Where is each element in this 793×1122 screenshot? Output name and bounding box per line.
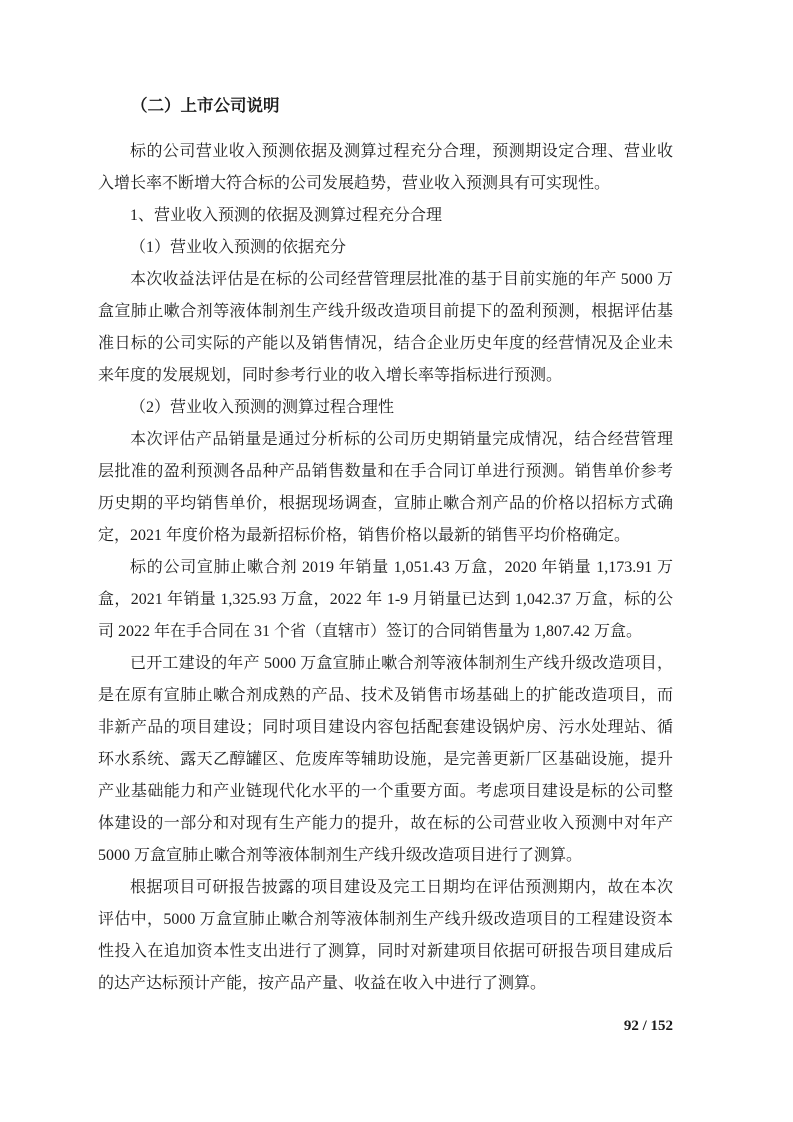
subheading-item-1: 1、营业收入预测的依据及测算过程充分合理 — [130, 207, 443, 224]
paragraph-project: 已开工建设的年产 5000 万盒宣肺止嗽合剂等液体制剂生产线升级改造项目，是在原有宣肺止嗽合剂成熟的产品、技术及销售市场基础上的扩能改造项目，而非新产品的项目建设；同时项目建设内容包括配套建设锅炉房、污水处理站、循环水系统、露天乙醇罐区、危废库等辅助设施，是完善更新厂区基础设施，提升产业基础能力和产业链现代化水平的一个重要方面。考虑项目建设是标的公司整体建设的一部分和对现有生产能力的提升，故在标的公司营业收入预测中对年产 5000 万盒宣肺止嗽合剂等液体制剂生产线升级改造项目进行了测算。 — [98, 655, 673, 864]
document-body — [98, 90, 673, 1000]
subheading-sub-1: （1）营业收入预测的依据充分 — [130, 239, 347, 256]
paragraph-method: 本次评估产品销量是通过分析标的公司历史期销量完成情况，结合经营管理层批准的盈利预测各品种产品销售数量和在手合同订单进行预测。销售单价参考历史期的平均销售单价，根据现场调查，宣肺止嗽合剂产品的价格以招标方式确定，2021 年度价格为最新招标价格，销售价格以最新的销售平均价格确定。 — [98, 431, 673, 544]
paragraph-capex: 根据项目可研报告披露的项目建设及完工日期均在评估预测期内，故在本次评估中，5000 万盒宣肺止嗽合剂等液体制剂生产线升级改造项目的工程建设资本性投入在追加资本性支出进行了测算，同时对新建项目依据可研报告项目建成后的达产达标预计产能，按产品产量、收益在收入中进行了测算。 — [98, 879, 673, 992]
section-heading: （二）上市公司说明 — [131, 97, 280, 115]
paragraph-basis: 本次收益法评估是在标的公司经营管理层批准的基于目前实施的年产 5000 万盒宣肺止嗽合剂等液体制剂生产线升级改造项目前提下的盈利预测，根据评估基准日标的公司实际的产能以及销售情况，结合企业历史年度的经营情况及企业未来年度的发展规划，同时参考行业的收入增长率等指标进行预测。 — [98, 271, 673, 384]
paragraph-intro: 标的公司营业收入预测依据及测算过程充分合理，预测期设定合理、营业收入增长率不断增大符合标的公司发展趋势，营业收入预测具有可实现性。 — [98, 143, 673, 192]
subheading-sub-2: （2）营业收入预测的测算过程合理性 — [130, 399, 395, 416]
paragraph-sales-volume: 标的公司宣肺止嗽合剂 2019 年销量 1,051.43 万盒，2020 年销量 1,173.91 万盒，2021 年销量 1,325.93 万盒，2022 年 1-9 月销量已达到 1,042.37 万盒，标的公司 2022 年在手合同在 31 个省（直辖市）签订的合同销售量为 1,807.42 万盒。 — [98, 559, 673, 640]
page-number: 92 / 152 — [623, 1018, 673, 1034]
